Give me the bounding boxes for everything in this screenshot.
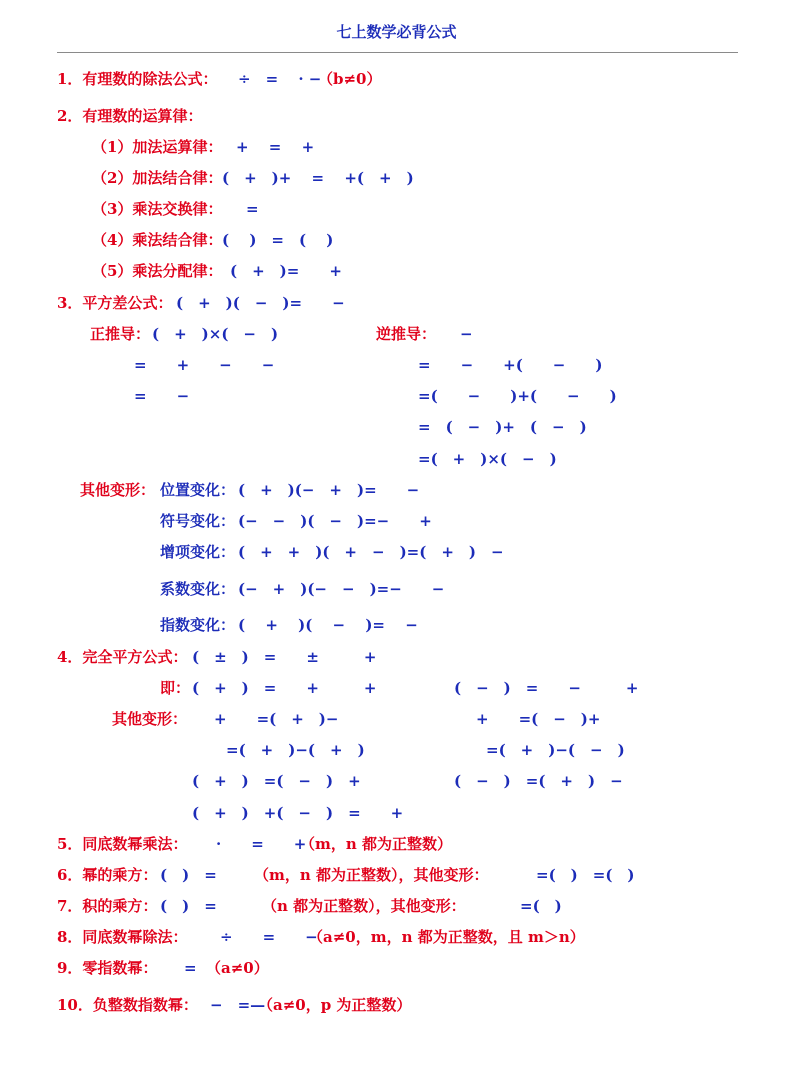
- item-3-variant-5-label: 指数变化：: [160, 616, 236, 634]
- item-3-reverse-step-4: =( + )×( − ): [418, 450, 557, 468]
- item-3-forward-formula: ( + )×( − ): [152, 325, 279, 343]
- item-3-reverse-step-3: = ( − )+ ( − ): [418, 418, 587, 436]
- title-divider: [57, 52, 738, 53]
- item-3-variant-5-formula: ( + )( − )= −: [238, 616, 418, 634]
- item-4-other-2b: =( + )−( − ): [486, 741, 625, 759]
- item-5-label: 5．同底数幂乘法：: [57, 835, 188, 853]
- item-9-condition: （a≠0）: [206, 959, 269, 977]
- item-2-4-formula: ( ) = ( ): [222, 231, 334, 249]
- item-10-formula: − =—: [210, 996, 266, 1014]
- item-6-other: =( ) =( ): [536, 866, 635, 884]
- item-3-other-label: 其他变形：: [80, 481, 156, 499]
- item-7-label: 7．积的乘方：: [57, 897, 158, 915]
- item-4-ie-label: 即：: [160, 679, 191, 697]
- item-2-1-formula: + = +: [236, 138, 315, 156]
- item-6-condition: （m，n 都为正整数），其他变形：: [254, 866, 489, 884]
- item-3-reverse-step-1: = − +( − ): [418, 356, 603, 374]
- item-3-variant-4-formula: (− + )(− − )=− −: [238, 580, 445, 598]
- item-5-condition: （m，n 都为正整数）: [300, 835, 453, 853]
- item-2-5-formula: ( + )= +: [230, 262, 342, 280]
- item-3-reverse-label: 逆推导：: [376, 325, 437, 343]
- item-4-other-4: ( + ) +( − ) = +: [192, 804, 404, 822]
- item-4-ie-minus: ( − ) = − +: [454, 679, 639, 697]
- item-7-formula: ( ) =: [160, 897, 217, 915]
- item-8-condition: （a≠0，m，n 都为正整数，且 m＞n）: [308, 928, 585, 946]
- item-3-forward-label: 正推导：: [90, 325, 151, 343]
- page-title: 七上数学必背公式: [336, 23, 457, 41]
- item-2-3-formula: =: [246, 200, 259, 218]
- item-2-2-formula: ( + )+ = +( + ): [222, 169, 414, 187]
- item-4-other-1b: + =( − )+: [476, 710, 601, 728]
- item-4-other-3a: ( + ) =( − ) +: [192, 772, 361, 790]
- item-10-condition: （a≠0，p 为正整数）: [258, 996, 412, 1014]
- item-1-formula: ÷ = · −: [238, 70, 322, 88]
- item-9-label: 9．零指数幂：: [57, 959, 158, 977]
- item-1-condition: （b≠0）: [318, 70, 382, 88]
- item-3-variant-1-formula: ( + )(− + )= −: [238, 481, 420, 499]
- item-7-condition: （n 都为正整数），其他变形：: [262, 897, 466, 915]
- item-4-other-1a: + =( + )−: [214, 710, 339, 728]
- item-8-label: 8．同底数幂除法：: [57, 928, 188, 946]
- item-3-formula: ( + )( − )= −: [176, 294, 345, 312]
- item-3-variant-1-label: 位置变化：: [160, 481, 236, 499]
- item-4-formula: ( ± ) = ± +: [192, 648, 377, 666]
- item-9-formula: =: [184, 959, 197, 977]
- item-3-reverse-step-2: =( − )+( − ): [418, 387, 617, 405]
- item-3-variant-2-formula: (− − )( − )=− +: [238, 512, 432, 530]
- item-1-label: 1．有理数的除法公式：: [57, 70, 218, 88]
- item-3-forward-step-2: = −: [134, 387, 190, 405]
- item-3-variant-4-label: 系数变化：: [160, 580, 236, 598]
- item-6-label: 6．幂的乘方：: [57, 866, 158, 884]
- item-2-3-label: （3）乘法交换律：: [92, 200, 223, 218]
- item-3-forward-step-1: = + − −: [134, 356, 275, 374]
- item-2-4-label: （4）乘法结合律：: [92, 231, 223, 249]
- item-10-label: 10．负整数指数幂：: [57, 996, 198, 1014]
- item-3-label: 3．平方差公式：: [57, 294, 173, 312]
- item-6-formula: ( ) =: [160, 866, 217, 884]
- item-3-variant-3-formula: ( + + )( + − )=( + ) −: [238, 543, 504, 561]
- item-2-label: 2．有理数的运算律：: [57, 107, 203, 125]
- item-4-other-3b: ( − ) =( + ) −: [454, 772, 623, 790]
- item-2-2-label: （2）加法结合律：: [92, 169, 223, 187]
- item-4-other-label: 其他变形：: [112, 710, 188, 728]
- item-2-5-label: （5）乘法分配律：: [92, 262, 223, 280]
- item-4-label: 4．完全平方公式：: [57, 648, 188, 666]
- item-7-other: =( ): [520, 897, 562, 915]
- item-4-ie-plus: ( + ) = + +: [192, 679, 377, 697]
- item-8-formula: ÷ = −: [220, 928, 318, 946]
- item-3-reverse-formula: −: [460, 325, 473, 343]
- item-2-1-label: （1）加法运算律：: [92, 138, 223, 156]
- item-3-variant-2-label: 符号变化：: [160, 512, 236, 530]
- item-4-other-2a: =( + )−( + ): [226, 741, 365, 759]
- item-5-formula: · = +: [216, 835, 307, 853]
- item-3-variant-3-label: 增项变化：: [160, 543, 236, 561]
